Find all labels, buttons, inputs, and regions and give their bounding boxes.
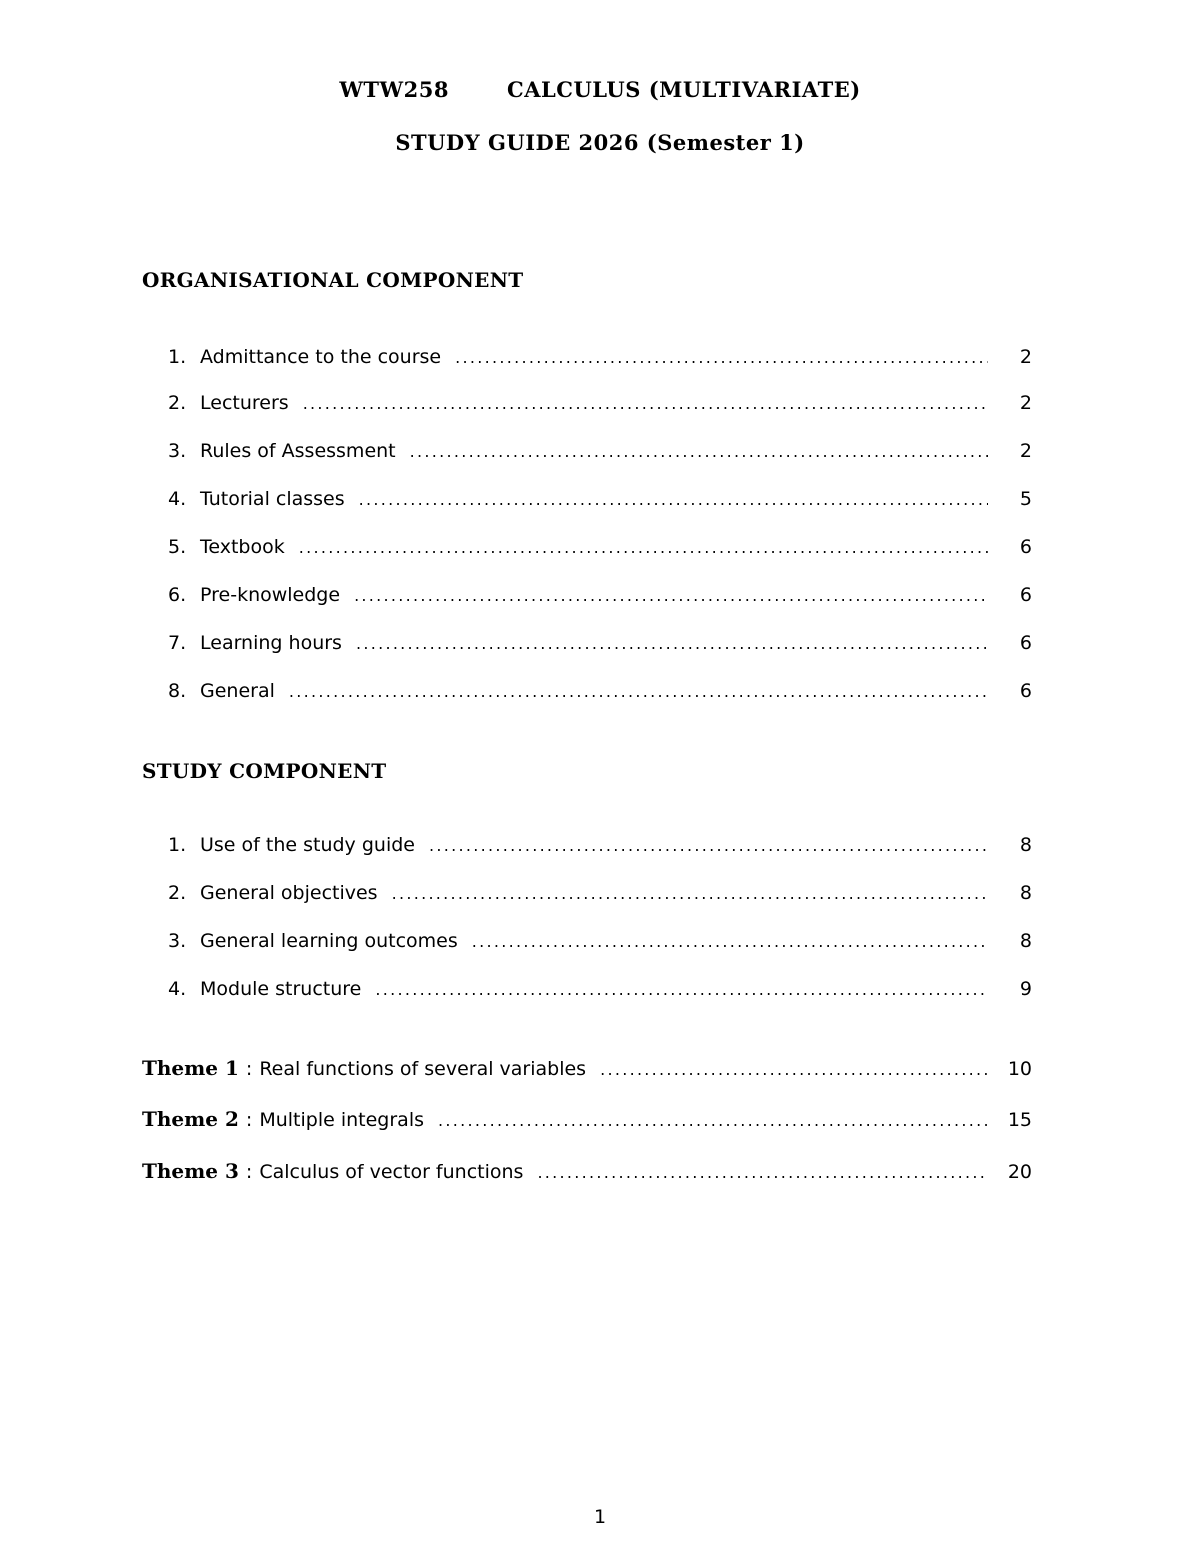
toc-entry-page: 6 <box>1019 632 1032 654</box>
toc-entry-number: 1. <box>168 834 187 856</box>
toc-dot-leader <box>303 394 988 413</box>
toc-dot-leader <box>600 1060 988 1079</box>
toc-theme-3[interactable] <box>142 1159 1032 1189</box>
toc-entry-label: General <box>200 680 275 702</box>
toc-entry-number: 6. <box>168 584 187 606</box>
toc-dot-leader <box>392 884 988 903</box>
theme-name: Theme 2 <box>142 1107 239 1131</box>
toc-entry-label: Multiple integrals <box>259 1109 424 1131</box>
toc-entry-page: 6 <box>1019 680 1032 702</box>
toc-entry-page: 6 <box>1019 584 1032 606</box>
study-heading: STUDY COMPONENT <box>142 759 387 783</box>
toc-entry-number: 7. <box>168 632 187 654</box>
theme-separator: : <box>245 1161 253 1183</box>
theme-name: Theme 1 <box>142 1056 239 1080</box>
toc-dot-leader <box>375 980 988 999</box>
toc-entry-number: 2. <box>168 882 187 904</box>
toc-entry-general-learning-outcomes[interactable] <box>168 930 1032 960</box>
theme-separator: : <box>245 1109 253 1131</box>
toc-entry-number: 4. <box>168 978 187 1000</box>
toc-entry-page: 9 <box>1019 978 1032 1000</box>
toc-entry-label: Use of the study guide <box>200 834 415 856</box>
toc-dot-leader <box>429 836 988 855</box>
toc-dot-leader <box>299 538 988 557</box>
toc-entry-label: Calculus of vector functions <box>259 1161 524 1183</box>
toc-dot-leader <box>537 1163 988 1182</box>
toc-entry-page: 10 <box>1007 1058 1032 1080</box>
toc-entry-textbook[interactable] <box>168 536 1032 566</box>
toc-dot-leader <box>356 634 988 653</box>
document-title <box>0 77 1200 102</box>
toc-entry-rules-of-assessment[interactable] <box>168 440 1032 470</box>
toc-entry-page: 2 <box>1019 346 1032 368</box>
toc-dot-leader <box>410 442 988 461</box>
toc-entry-label: General learning outcomes <box>200 930 458 952</box>
toc-entry-page: 8 <box>1019 882 1032 904</box>
toc-entry-number: 3. <box>168 440 187 462</box>
toc-entry-number: 8. <box>168 680 187 702</box>
toc-entry-label: Real functions of several variables <box>259 1058 587 1080</box>
toc-entry-number: 3. <box>168 930 187 952</box>
toc-dot-leader <box>455 348 988 367</box>
toc-theme-2[interactable] <box>142 1107 1032 1137</box>
page-number: 1 <box>593 1506 607 1528</box>
toc-entry-module-structure[interactable] <box>168 978 1032 1008</box>
course-code: WTW258 <box>339 77 449 102</box>
toc-entry-use-of-study-guide[interactable] <box>168 834 1032 864</box>
document-subtitle: STUDY GUIDE 2026 (Semester 1) <box>395 130 805 155</box>
theme-separator: : <box>245 1058 253 1080</box>
theme-name: Theme 3 <box>142 1159 239 1183</box>
toc-entry-page: 8 <box>1019 930 1032 952</box>
toc-entry-page: 5 <box>1019 488 1032 510</box>
course-name: CALCULUS (MULTIVARIATE) <box>506 77 861 102</box>
toc-entry-number: 2. <box>168 392 187 414</box>
toc-entry-number: 4. <box>168 488 187 510</box>
toc-entry-label: Admittance to the course <box>200 346 442 368</box>
toc-entry-pre-knowledge[interactable] <box>168 584 1032 614</box>
toc-entry-label: Tutorial classes <box>200 488 345 510</box>
toc-entry-label: Rules of Assessment <box>200 440 396 462</box>
toc-entry-page: 8 <box>1019 834 1032 856</box>
toc-entry-tutorial-classes[interactable] <box>168 488 1032 518</box>
toc-entry-number: 5. <box>168 536 187 558</box>
toc-entry-label: Pre-knowledge <box>200 584 341 606</box>
toc-theme-1[interactable] <box>142 1056 1032 1086</box>
toc-entry-page: 15 <box>1007 1109 1032 1131</box>
toc-entry-general-objectives[interactable] <box>168 882 1032 912</box>
toc-entry-general[interactable] <box>168 680 1032 710</box>
toc-entry-label: Learning hours <box>200 632 342 654</box>
organisational-heading: ORGANISATIONAL COMPONENT <box>142 268 524 292</box>
toc-entry-label: Textbook <box>200 536 285 558</box>
toc-entry-label: Lecturers <box>200 392 289 414</box>
toc-entry-admittance[interactable] <box>168 346 1032 376</box>
toc-entry-page: 6 <box>1019 536 1032 558</box>
toc-dot-leader <box>289 682 988 701</box>
toc-dot-leader <box>359 490 988 509</box>
toc-entry-page: 2 <box>1019 392 1032 414</box>
toc-entry-number: 1. <box>168 346 187 368</box>
toc-entry-label: General objectives <box>200 882 378 904</box>
toc-dot-leader <box>472 932 988 951</box>
toc-dot-leader <box>438 1111 988 1130</box>
toc-entry-label: Module structure <box>200 978 362 1000</box>
toc-entry-page: 20 <box>1007 1161 1032 1183</box>
toc-entry-learning-hours[interactable] <box>168 632 1032 662</box>
toc-entry-lecturers[interactable] <box>168 392 1032 422</box>
toc-entry-page: 2 <box>1019 440 1032 462</box>
toc-dot-leader <box>354 586 988 605</box>
